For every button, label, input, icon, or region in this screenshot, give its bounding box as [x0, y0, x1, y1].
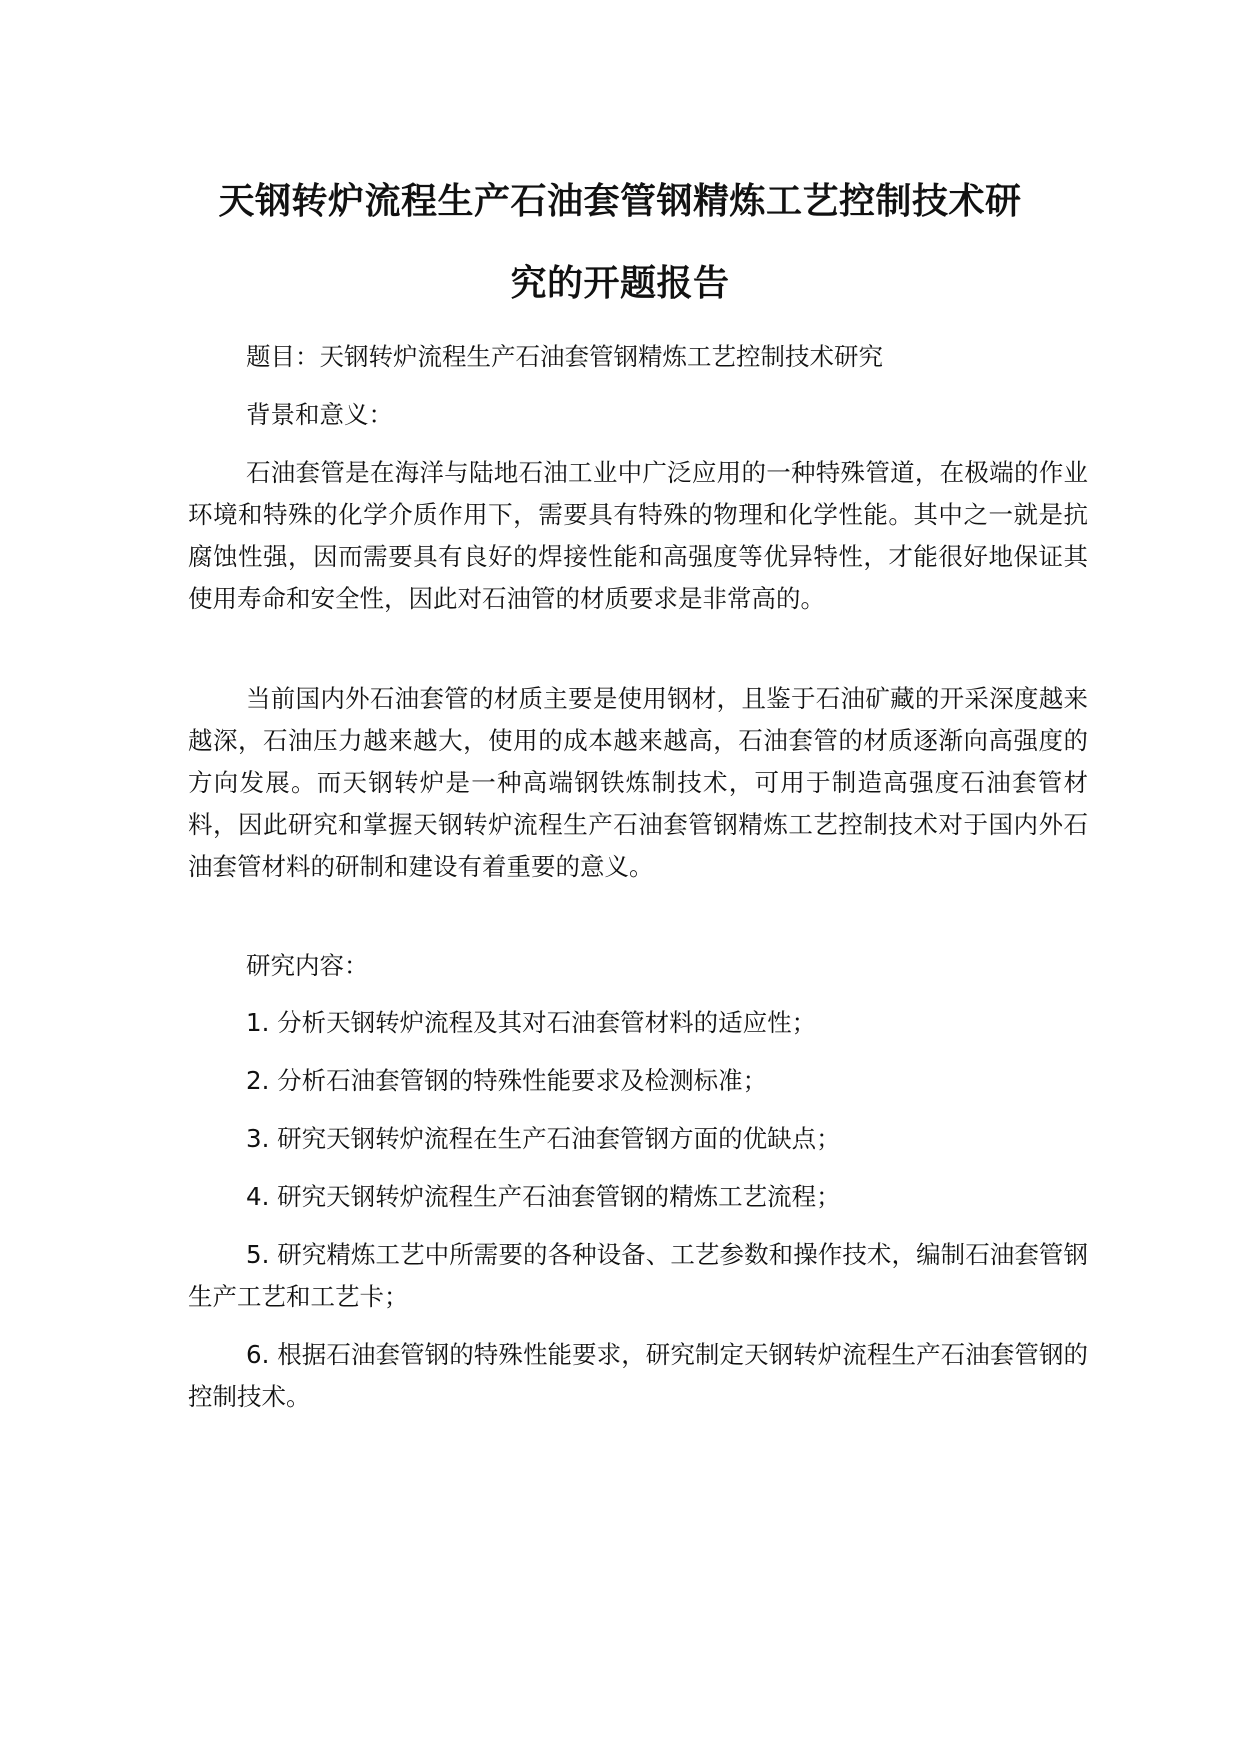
research-item-5: 5. 研究精炼工艺中所需要的各种设备、工艺参数和操作技术，编制石油套管钢生产工艺和工艺卡；: [188, 1240, 1088, 1311]
background-paragraph-1: 石油套管是在海洋与陆地石油工业中广泛应用的一种特殊管道，在极端的作业环境和特殊的化学介质作用下，需要具有特殊的物理和化学性能。其中之一就是抗腐蚀性强，因而需要具有良好的焊接性能和高强度等优异特性，才能很好地保证其使用寿命和安全性，因此对石油管的材质要求是非常高的。: [188, 458, 1088, 613]
topic-line: 题目：天钢转炉流程生产石油套管钢精炼工艺控制技术研究: [246, 342, 883, 371]
research-item-4: 4. 研究天钢转炉流程生产石油套管钢的精炼工艺流程；: [246, 1182, 841, 1211]
research-item-3: 3. 研究天钢转炉流程在生产石油套管钢方面的优缺点；: [246, 1124, 841, 1153]
research-item-6: 6. 根据石油套管钢的特殊性能要求，研究制定天钢转炉流程生产石油套管钢的控制技术。: [188, 1340, 1088, 1411]
document-title-line-2: 究的开题报告: [510, 263, 730, 304]
research-heading: 研究内容：: [246, 951, 369, 980]
research-item-2: 2. 分析石油套管钢的特殊性能要求及检测标准；: [246, 1066, 768, 1095]
document-title-line-1: 天钢转炉流程生产石油套管钢精炼工艺控制技术研: [218, 181, 1022, 222]
background-paragraph-2: 当前国内外石油套管的材质主要是使用钢材，且鉴于石油矿藏的开采深度越来越深，石油压力越来越大，使用的成本越来越高，石油套管的材质逐渐向高强度的方向发展。而天钢转炉是一种高端钢铁炼制技术，可用于制造高强度石油套管材料，因此研究和掌握天钢转炉流程生产石油套管钢精炼工艺控制技术对于国内外石油套管材料的研制和建设有着重要的意义。: [188, 684, 1088, 881]
background-heading: 背景和意义：: [246, 400, 393, 429]
research-item-1: 1. 分析天钢转炉流程及其对石油套管材料的适应性；: [246, 1008, 817, 1037]
